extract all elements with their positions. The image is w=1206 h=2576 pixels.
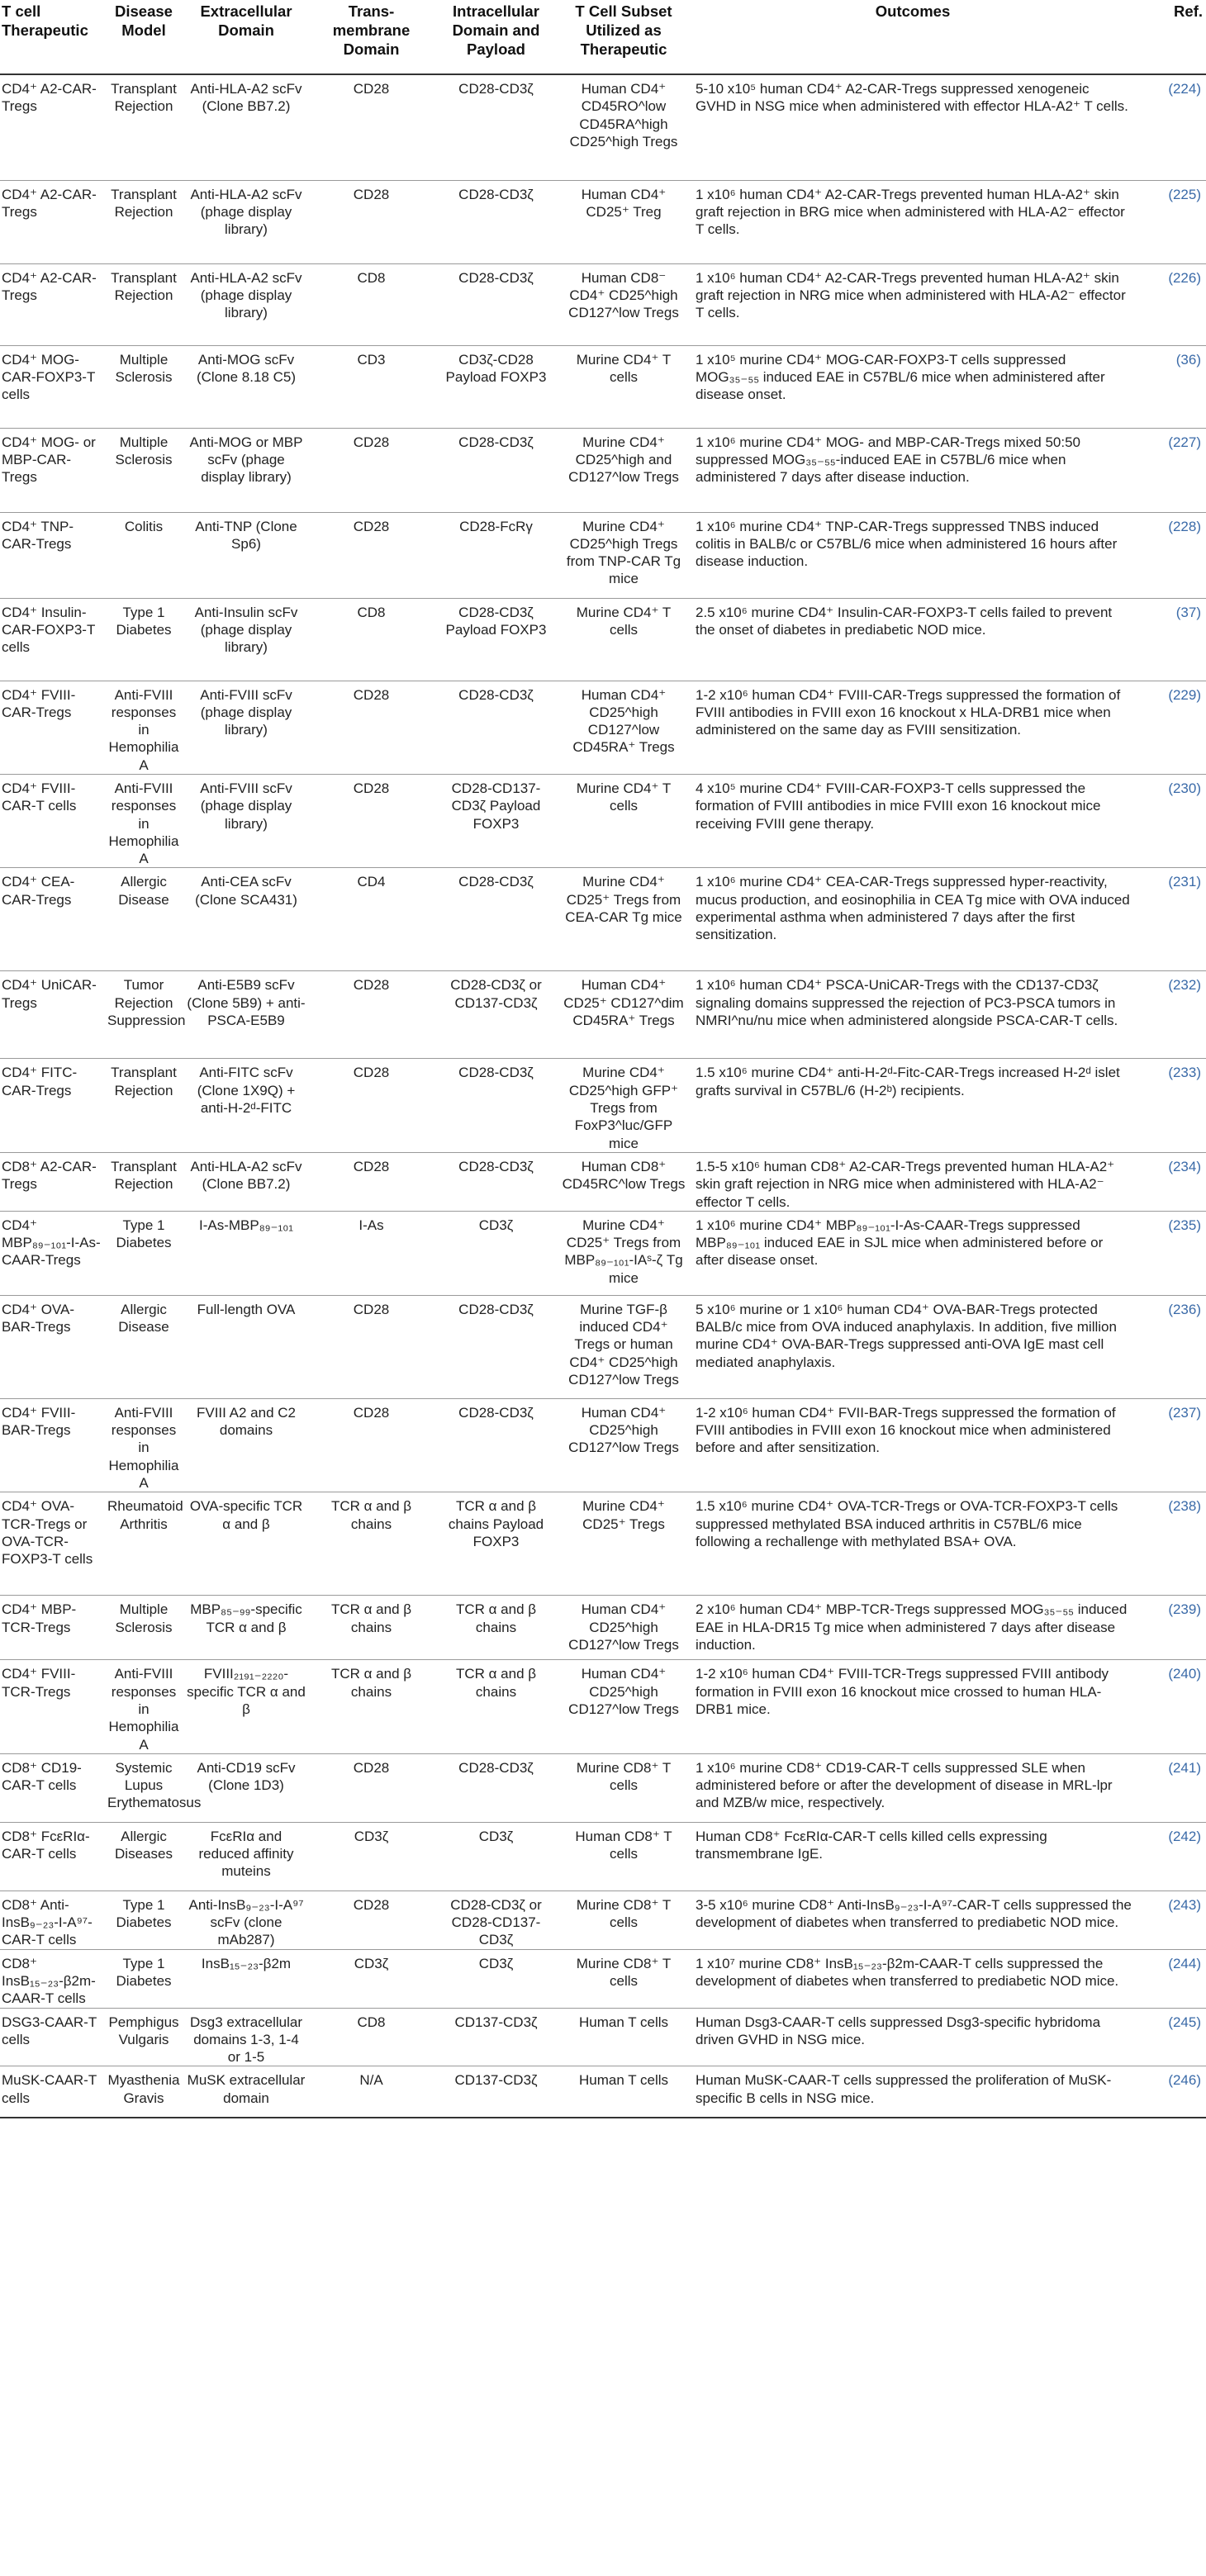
cell-therapeutic: MuSK-CAAR-T cells xyxy=(2,2072,97,2106)
cell-outcomes: 3-5 x10⁶ murine CD8⁺ Anti-InsB₉₋₂₃-I-A⁹⁷-CAR-T cells suppressed the development of diabetes when transferred to prediabetic NOD mice. xyxy=(696,1896,1132,1931)
cell-extracellular: Anti-MOG scFv (Clone 8.18 C5) xyxy=(196,351,296,385)
cell-intracellular: CD28-CD3ζ Payload FOXP3 xyxy=(445,604,547,638)
header-transmembrane-domain: Trans-membrane Domain xyxy=(332,2,411,58)
cell-transmembrane: TCR α and β chains xyxy=(330,1498,412,1532)
cell-ref[interactable]: (246) xyxy=(1168,2072,1201,2089)
cell-disease-model: Allergic Disease xyxy=(118,874,169,908)
cell-therapeutic: CD4⁺ MOG-CAR-FOXP3-T cells xyxy=(2,351,96,403)
cell-ref[interactable]: (234) xyxy=(1168,1158,1201,1174)
cell-therapeutic: CD4⁺ FVIII-CAR-T cells xyxy=(2,780,77,814)
cell-disease-model: Multiple Sclerosis xyxy=(115,1601,173,1635)
cell-therapeutic: CD4⁺ MBP₈₉₋₁₀₁-I-As- CAAR-Tregs xyxy=(2,1217,101,1269)
cell-transmembrane: TCR α and β chains xyxy=(330,1601,412,1635)
table-header xyxy=(0,0,1206,74)
cell-intracellular: CD28-CD3ζ xyxy=(458,874,534,890)
header-ref: Ref. xyxy=(1174,2,1203,20)
cell-extracellular: MBP₈₅₋₉₉-specific TCR α and β xyxy=(190,1601,302,1635)
cell-outcomes: 1.5 x10⁶ murine CD4⁺ anti-H-2ᵈ-Fitc-CAR-Tregs increased H-2ᵈ islet grafts survival in C57BL/6 (H-2ᵇ) recipients. xyxy=(696,1065,1120,1098)
cell-intracellular: CD28-CD3ζ xyxy=(458,186,534,202)
cell-ref[interactable]: (242) xyxy=(1168,1828,1201,1844)
cell-disease-model: Multiple Sclerosis xyxy=(115,434,173,467)
cell-intracellular: CD28-CD3ζ xyxy=(458,1158,534,1174)
cell-intracellular: CD28-CD3ζ or CD137-CD3ζ xyxy=(450,977,542,1011)
cell-transmembrane: CD28 xyxy=(353,780,390,796)
cell-intracellular: CD28-CD3ζ or CD28-CD137-CD3ζ xyxy=(450,1896,542,1948)
cell-therapeutic: CD8⁺ Anti-InsB₉₋₂₃-I-A⁹⁷-CAR-T cells xyxy=(2,1896,93,1948)
cell-therapeutic: CD4⁺ A2-CAR-Tregs xyxy=(2,269,97,303)
cell-t-cell-subset: Murine CD4⁺ CD25⁺ Tregs xyxy=(582,1498,665,1532)
cell-outcomes: 2.5 x10⁶ murine CD4⁺ Insulin-CAR-FOXP3-T cells failed to prevent the onset of diabetes in prediabetic NOD mice. xyxy=(696,604,1113,638)
cell-t-cell-subset: Human CD8⁻ CD4⁺ CD25^high CD127^low Tregs xyxy=(568,269,679,321)
cell-ref[interactable]: (241) xyxy=(1168,1759,1201,1776)
cell-extracellular: Anti-FVIII scFv (phage display library) xyxy=(200,686,292,738)
cell-extracellular: Anti-Insulin scFv (phage display library) xyxy=(194,604,298,656)
cell-outcomes: 5 x10⁶ murine or 1 x10⁶ human CD4⁺ OVA-BAR-Tregs protected BALB/c mice from OVA induced anaphylaxis. In addition, five million murine CD4⁺ OVA-BAR-Tregs suppressed anti-OVA IgE mast cell mediated anaphylaxis. xyxy=(696,1301,1117,1370)
cell-therapeutic: CD4⁺ MOG- or MBP-CAR-Tregs xyxy=(2,434,96,486)
cell-transmembrane: CD4 xyxy=(357,874,386,890)
cell-ref[interactable]: (240) xyxy=(1168,1666,1201,1682)
cell-extracellular: Anti-CD19 scFv (Clone 1D3) xyxy=(197,1759,296,1794)
cell-outcomes: 1-2 x10⁶ human CD4⁺ FVII-BAR-Tregs suppressed the formation of FVIII antibodies in FVIII exon 16 knockout mice when administered before and after sensitization. xyxy=(696,1404,1116,1456)
cell-therapeutic: CD4⁺ FITC-CAR-Tregs xyxy=(2,1065,78,1098)
cell-t-cell-subset: Human CD8⁺ T cells xyxy=(575,1828,672,1862)
cell-disease-model: Anti-FVIII responses in Hemophilia A xyxy=(108,1666,179,1753)
cell-extracellular: Anti-HLA-A2 scFv (phage display library) xyxy=(190,269,302,321)
header-intracellular-domain: Intracellular Domain and Payload xyxy=(452,2,540,58)
cell-therapeutic: CD4⁺ TNP-CAR-Tregs xyxy=(2,518,74,552)
table-row xyxy=(0,1295,1206,1398)
cell-t-cell-subset: Human CD4⁺ CD45RO^low CD45RA^high CD25^high Tregs xyxy=(569,81,678,149)
table-row xyxy=(0,1890,1206,1949)
cell-outcomes: 1 x10⁶ human CD4⁺ PSCA-UniCAR-Tregs with the CD137-CD3ζ signaling domains suppressed the rejection of PC3-PSCA tumors in NMRI^nu/nu mice when administered alongside PSCA-CAR-T cells. xyxy=(696,977,1118,1029)
cell-t-cell-subset: Human CD4⁺ CD25^high CD127^low CD45RA⁺ Tregs xyxy=(572,686,675,756)
cell-extracellular: Anti-TNP (Clone Sp6) xyxy=(195,518,297,552)
cell-transmembrane: CD28 xyxy=(353,1896,390,1913)
cell-ref[interactable]: (243) xyxy=(1168,1896,1201,1913)
cell-outcomes: 1 x10⁶ human CD4⁺ A2-CAR-Tregs prevented human HLA-A2⁺ skin graft rejection in NRG mice when administered with HLA-A2⁻ effector T cells. xyxy=(696,269,1126,321)
cell-outcomes: 1 x10⁷ murine CD8⁺ InsB₁₅₋₂₃-β2m-CAAR-T cells suppressed the development of diabetes when transferred to prediabetic NOD mice. xyxy=(696,1955,1119,1989)
header-disease-model: Disease Model xyxy=(115,2,173,39)
header-extracellular-domain: Extracellular Domain xyxy=(200,2,292,39)
cell-t-cell-subset: Murine CD4⁺ CD25^high GFP⁺ Tregs from FoxP3^luc/GFP mice xyxy=(568,1065,679,1151)
cell-transmembrane: CD28 xyxy=(353,977,390,994)
cell-therapeutic: CD4⁺ FVIII-BAR-Tregs xyxy=(2,1404,76,1439)
cell-intracellular: CD28-CD3ζ xyxy=(458,1301,534,1317)
cell-outcomes: Human MuSK-CAAR-T cells suppressed the proliferation of MuSK-specific B cells in NSG mice. xyxy=(696,2072,1112,2106)
cell-transmembrane: CD28 xyxy=(353,1759,390,1776)
cell-intracellular: CD28-CD3ζ xyxy=(458,81,534,97)
cell-disease-model: Anti-FVIII responses in Hemophilia A xyxy=(108,780,179,867)
cell-extracellular: MuSK extracellular domain xyxy=(187,2072,306,2106)
cell-outcomes: 1 x10⁵ murine CD4⁺ MOG-CAR-FOXP3-T cells suppressed MOG₃₅₋₅₅ induced EAE in C57BL/6 mice when administered after disease onset. xyxy=(696,351,1105,403)
cell-intracellular: CD3ζ xyxy=(478,1828,514,1844)
cell-transmembrane: CD28 xyxy=(353,686,390,703)
table-row xyxy=(0,1596,1206,1660)
cell-disease-model: Allergic Disease xyxy=(118,1301,169,1335)
cell-transmembrane: CD28 xyxy=(353,1065,390,1081)
cell-outcomes: 1 x10⁶ murine CD4⁺ MOG- and MBP-CAR-Tregs mixed 50:50 suppressed MOG₃₅₋₅₅-induced EAE in C57BL/6 mice when administered 7 days after disease induction. xyxy=(696,434,1080,486)
cell-t-cell-subset: Murine TGF-β induced CD4⁺ Tregs or human CD4⁺ CD25^high CD127^low Tregs xyxy=(568,1301,679,1388)
cell-extracellular: FcεRIα and reduced affinity muteins xyxy=(198,1828,294,1880)
cell-extracellular: FVIII₂₁₉₁₋₂₂₂₀-specific TCR α and β xyxy=(187,1666,306,1717)
cell-extracellular: Full-length OVA xyxy=(197,1301,296,1317)
cell-extracellular: Anti-HLA-A2 scFv (phage display library) xyxy=(190,186,302,238)
cell-transmembrane: CD28 xyxy=(353,186,390,202)
cell-ref[interactable]: (36) xyxy=(1175,351,1201,368)
cell-outcomes: 1.5 x10⁶ murine CD4⁺ OVA-TCR-Tregs or OVA-TCR-FOXP3-T cells suppressed methylated BSA induced arthritis in C57BL/6 mice following a rechallenge with methylated BSA+ OVA. xyxy=(696,1498,1118,1549)
cell-t-cell-subset: Human CD4⁺ CD25^high CD127^low Tregs xyxy=(568,1601,679,1653)
cell-disease-model: Anti-FVIII responses in Hemophilia A xyxy=(108,686,179,773)
cell-ref[interactable]: (238) xyxy=(1168,1498,1201,1515)
cell-transmembrane: CD3ζ xyxy=(354,1955,389,1971)
table-row xyxy=(0,971,1206,1059)
cell-outcomes: 1-2 x10⁶ human CD4⁺ FVIII-CAR-Tregs suppressed the formation of FVIII antibodies in FVIII exon 16 knockout x HLA-DRB1 mice when administered on the same day as FVIII sensitization. xyxy=(696,686,1121,738)
table-row xyxy=(0,1949,1206,2008)
cell-transmembrane: CD8 xyxy=(357,604,386,620)
cell-intracellular: CD28-CD3ζ xyxy=(458,269,534,286)
cell-extracellular: Anti-HLA-A2 scFv (Clone BB7.2) xyxy=(190,81,302,115)
cell-intracellular: CD3ζ xyxy=(478,1955,514,1971)
cell-disease-model: Pemphigus Vulgaris xyxy=(108,2014,179,2047)
cell-disease-model: Transplant Rejection xyxy=(111,1158,177,1193)
table-row xyxy=(0,74,1206,180)
cell-extracellular: Anti-HLA-A2 scFv (Clone BB7.2) xyxy=(190,1158,302,1193)
cell-therapeutic: CD8⁺ InsB₁₅₋₂₃-β2m-CAAR-T cells xyxy=(2,1955,96,2007)
cell-intracellular: CD28-CD3ζ xyxy=(458,686,534,703)
cell-t-cell-subset: Murine CD4⁺ CD25⁺ Tregs from MBP₈₉₋₁₀₁-IAˢ-ζ Tg mice xyxy=(564,1217,683,1286)
table-row xyxy=(0,681,1206,774)
cell-t-cell-subset: Murine CD4⁺ CD25^high and CD127^low Tregs xyxy=(568,434,679,486)
table-row xyxy=(0,1152,1206,1211)
table-row xyxy=(0,345,1206,428)
cell-ref[interactable]: (228) xyxy=(1168,518,1201,534)
cell-therapeutic: CD4⁺ Insulin-CAR-FOXP3-T cells xyxy=(2,604,96,656)
cell-outcomes: 5-10 x10⁵ human CD4⁺ A2-CAR-Tregs suppressed xenogeneic GVHD in NSG mice when administered with effector HLA-A2⁺ T cells. xyxy=(696,81,1128,115)
cell-transmembrane: CD8 xyxy=(357,2014,386,2030)
cell-ref[interactable]: (229) xyxy=(1168,686,1201,703)
cell-ref[interactable]: (239) xyxy=(1168,1601,1201,1618)
cell-transmembrane: N/A xyxy=(359,2072,383,2089)
cell-extracellular: Anti-CEA scFv (Clone SCA431) xyxy=(195,874,297,908)
cell-outcomes: 1 x10⁶ murine CD4⁺ TNP-CAR-Tregs suppressed TNBS induced colitis in BALB/c or C57BL/6 mice when administered 16 hours after disease induction. xyxy=(696,518,1118,570)
cell-ref[interactable]: (245) xyxy=(1168,2014,1201,2030)
cell-outcomes: 1.5-5 x10⁶ human CD8⁺ A2-CAR-Tregs prevented human HLA-A2⁺ skin graft rejection in NRG mice when administered with HLA-A2⁻ effector T cells. xyxy=(696,1158,1115,1210)
cell-transmembrane: CD28 xyxy=(353,81,390,97)
cell-t-cell-subset: Human CD4⁺ CD25^high CD127^low Tregs xyxy=(568,1404,679,1456)
cell-t-cell-subset: Human T cells xyxy=(578,2072,669,2089)
cell-therapeutic: CD4⁺ FVIII-TCR-Tregs xyxy=(2,1666,76,1700)
cell-t-cell-subset: Murine CD8⁺ T cells xyxy=(576,1759,672,1794)
cell-t-cell-subset: Human CD4⁺ CD25⁺ CD127^dim CD45RA⁺ Tregs xyxy=(563,977,684,1029)
cell-ref[interactable]: (226) xyxy=(1168,269,1201,286)
cell-disease-model: Allergic Diseases xyxy=(115,1828,173,1862)
cell-intracellular: CD28-CD3ζ xyxy=(458,1404,534,1421)
cell-extracellular: FVIII A2 and C2 domains xyxy=(196,1404,296,1439)
cell-therapeutic: CD4⁺ MBP-TCR-Tregs xyxy=(2,1601,77,1635)
cell-t-cell-subset: Murine CD4⁺ T cells xyxy=(576,351,672,385)
table-row xyxy=(0,263,1206,345)
cell-ref[interactable]: (227) xyxy=(1168,434,1201,450)
table-row xyxy=(0,428,1206,512)
cell-transmembrane: CD28 xyxy=(353,1158,390,1174)
table-row xyxy=(0,180,1206,263)
cell-t-cell-subset: Murine CD8⁺ T cells xyxy=(576,1896,672,1931)
table-row xyxy=(0,598,1206,681)
cell-disease-model: Transplant Rejection xyxy=(111,81,177,115)
cell-therapeutic: CD4⁺ CEA-CAR-Tregs xyxy=(2,874,75,908)
table-row xyxy=(0,2008,1206,2066)
cell-extracellular: InsB₁₅₋₂₃-β2m xyxy=(201,1955,292,1971)
cell-transmembrane: CD8 xyxy=(357,269,386,286)
cell-ref[interactable]: (37) xyxy=(1175,604,1201,620)
cell-disease-model: Transplant Rejection xyxy=(111,269,177,303)
cell-intracellular: TCR α and β chains xyxy=(455,1666,537,1700)
table-row xyxy=(0,1211,1206,1295)
cell-therapeutic: CD8⁺ FcεRIα-CAR-T cells xyxy=(2,1828,90,1862)
cell-therapeutic: CD4⁺ OVA-TCR-Tregs or OVA-TCR-FOXP3-T cells xyxy=(2,1498,93,1568)
table-row xyxy=(0,2066,1206,2118)
cell-t-cell-subset: Human T cells xyxy=(578,2014,669,2030)
cell-therapeutic: DSG3-CAAR-T cells xyxy=(2,2014,97,2047)
cell-therapeutic: CD4⁺ A2-CAR-Tregs xyxy=(2,81,97,115)
cell-extracellular: Anti-FVIII scFv (phage display library) xyxy=(200,780,292,832)
cell-transmembrane: TCR α and β chains xyxy=(330,1666,412,1700)
cell-t-cell-subset: Human CD4⁺ CD25⁺ Treg xyxy=(581,186,667,220)
cell-outcomes: 1 x10⁶ murine CD8⁺ CD19-CAR-T cells suppressed SLE when administered before or after the development of disease in MRL-lpr and MZB/w mice, respectively. xyxy=(696,1759,1113,1811)
cell-extracellular: Anti-FITC scFv (Clone 1X9Q) + anti-H-2ᵈ-FITC xyxy=(197,1065,296,1117)
header-row xyxy=(0,0,1206,74)
cell-disease-model: Anti-FVIII responses in Hemophilia A xyxy=(108,1404,179,1492)
header-t-cell-subset: T Cell Subset Utilized as Therapeutic xyxy=(575,2,672,58)
cell-intracellular: CD137-CD3ζ xyxy=(454,2072,538,2089)
cell-intracellular: CD3ζ-CD28 Payload FOXP3 xyxy=(445,351,547,385)
table-row xyxy=(0,868,1206,971)
cell-intracellular: TCR α and β chains Payload FOXP3 xyxy=(448,1498,544,1549)
cell-outcomes: 1 x10⁶ murine CD4⁺ MBP₈₉₋₁₀₁-I-As-CAAR-Tregs suppressed MBP₈₉₋₁₀₁ induced EAE in SJL mice when administered before or after disease onset. xyxy=(696,1217,1104,1269)
table-row xyxy=(0,512,1206,598)
cell-disease-model: Myasthenia Gravis xyxy=(107,2072,180,2106)
cell-intracellular: CD137-CD3ζ xyxy=(454,2014,538,2030)
cell-t-cell-subset: Murine CD4⁺ CD25^high Tregs from TNP-CAR Tg mice xyxy=(566,518,681,587)
cell-ref[interactable]: (232) xyxy=(1168,977,1201,994)
cell-extracellular: Anti-MOG or MBP scFv (phage display library) xyxy=(189,434,303,486)
cell-therapeutic: CD4⁺ UniCAR-Tregs xyxy=(2,977,97,1011)
cell-transmembrane: I-As xyxy=(358,1217,384,1233)
cell-intracellular: CD28-CD137-CD3ζ Payload FOXP3 xyxy=(451,780,541,832)
cell-intracellular: CD28-CD3ζ xyxy=(458,434,534,450)
cell-extracellular: OVA-specific TCR α and β xyxy=(189,1498,303,1532)
cell-extracellular: I-As-MBP₈₉₋₁₀₁ xyxy=(198,1217,293,1233)
cell-t-cell-subset: Murine CD8⁺ T cells xyxy=(576,1955,672,1989)
cell-transmembrane: CD28 xyxy=(353,1404,390,1421)
cell-outcomes: Human Dsg3-CAAR-T cells suppressed Dsg3-specific hybridoma driven GVHD in NSG mice. xyxy=(696,2014,1101,2047)
cell-therapeutic: CD4⁺ FVIII-CAR-Tregs xyxy=(2,686,76,720)
table-row xyxy=(0,1660,1206,1753)
table-row xyxy=(0,1492,1206,1596)
cell-intracellular: CD28-CD3ζ xyxy=(458,1759,534,1776)
table-row xyxy=(0,774,1206,867)
cell-ref[interactable]: (236) xyxy=(1168,1301,1201,1317)
cell-outcomes: Human CD8⁺ FcεRIα-CAR-T cells killed cells expressing transmembrane IgE. xyxy=(696,1828,1047,1862)
cell-intracellular: CD3ζ xyxy=(478,1217,514,1233)
cell-t-cell-subset: Murine CD4⁺ T cells xyxy=(576,604,672,638)
cell-outcomes: 1 x10⁶ human CD4⁺ A2-CAR-Tregs prevented human HLA-A2⁺ skin graft rejection in BRG mice when administered with HLA-A2⁻ effector T cells. xyxy=(696,186,1125,238)
cell-disease-model: Type 1 Diabetes xyxy=(116,1217,172,1251)
cell-disease-model: Systemic Lupus Erythematosus xyxy=(107,1759,202,1811)
cell-outcomes: 4 x10⁵ murine CD4⁺ FVIII-CAR-FOXP3-T cells suppressed the formation of FVIII antibodies in mice FVIII exon 16 knockout mice receiving FVIII gene therapy. xyxy=(696,780,1101,832)
cell-transmembrane: CD28 xyxy=(353,1301,390,1317)
cell-disease-model: Transplant Rejection xyxy=(111,1065,177,1098)
cell-therapeutic: CD8⁺ A2-CAR-Tregs xyxy=(2,1158,97,1193)
cell-disease-model: Multiple Sclerosis xyxy=(115,351,173,385)
cell-transmembrane: CD28 xyxy=(353,518,390,534)
header-outcomes: Outcomes xyxy=(875,2,951,20)
cell-outcomes: 1 x10⁶ murine CD4⁺ CEA-CAR-Tregs suppressed hyper-reactivity, mucus production, and eosinophilia in CEA Tg mice with OVA induced experimental asthma when administered 7 days after the first sensitization. xyxy=(696,874,1130,943)
cell-t-cell-subset: Human CD4⁺ CD25^high CD127^low Tregs xyxy=(568,1666,679,1717)
cell-disease-model: Tumor Rejection Suppression xyxy=(107,977,186,1029)
cell-outcomes: 1-2 x10⁶ human CD4⁺ FVIII-TCR-Tregs suppressed FVIII antibody formation in FVIII exon 16 knockout mice crossed to human HLA-DRB1 mice. xyxy=(696,1666,1109,1717)
cell-ref[interactable]: (237) xyxy=(1168,1404,1201,1421)
cell-disease-model: Transplant Rejection xyxy=(111,186,177,220)
cell-transmembrane: CD3ζ xyxy=(354,1828,389,1844)
cell-ref[interactable]: (231) xyxy=(1168,874,1201,890)
table-row xyxy=(0,1822,1206,1890)
table-body xyxy=(0,74,1206,2118)
cell-transmembrane: CD28 xyxy=(353,434,390,450)
cell-therapeutic: CD8⁺ CD19-CAR-T cells xyxy=(2,1759,82,1794)
cell-extracellular: Anti-E5B9 scFv (Clone 5B9) + anti-PSCA-E5B9 xyxy=(187,977,306,1029)
cell-disease-model: Colitis xyxy=(124,518,164,534)
cell-outcomes: 2 x10⁶ human CD4⁺ MBP-TCR-Tregs suppressed MOG₃₅₋₅₅ induced EAE in HLA-DR15 Tg mice when administered 7 days after disease induction. xyxy=(696,1601,1128,1653)
table-row xyxy=(0,1753,1206,1822)
cell-t-cell-subset: Murine CD4⁺ T cells xyxy=(576,780,672,814)
cell-extracellular: Dsg3 extracellular domains 1-3, 1-4 or 1-5 xyxy=(189,2014,303,2066)
cell-therapeutic: CD4⁺ OVA-BAR-Tregs xyxy=(2,1301,75,1335)
cell-disease-model: Rheumatoid Arthritis xyxy=(107,1498,183,1532)
cell-ref[interactable]: (230) xyxy=(1168,780,1201,796)
cell-extracellular: Anti-InsB₉₋₂₃-I-A⁹⁷ scFv (clone mAb287) xyxy=(188,1896,304,1948)
cell-ref[interactable]: (233) xyxy=(1168,1065,1201,1081)
cell-ref[interactable]: (225) xyxy=(1168,186,1201,202)
table-row xyxy=(0,1059,1206,1152)
cell-ref[interactable]: (244) xyxy=(1168,1955,1201,1971)
table-row xyxy=(0,1398,1206,1492)
cell-t-cell-subset: Human CD8⁺ CD45RC^low Tregs xyxy=(562,1158,686,1193)
cell-disease-model: Type 1 Diabetes xyxy=(116,1896,172,1931)
cell-ref[interactable]: (235) xyxy=(1168,1217,1201,1233)
cell-intracellular: CD28-FcRγ xyxy=(459,518,533,534)
cell-disease-model: Type 1 Diabetes xyxy=(116,1955,172,1989)
header-therapeutic: T cell Therapeutic xyxy=(2,2,88,39)
cell-therapeutic: CD4⁺ A2-CAR-Tregs xyxy=(2,186,97,220)
cell-transmembrane: CD3 xyxy=(357,351,386,368)
cell-disease-model: Type 1 Diabetes xyxy=(116,604,172,638)
cell-intracellular: TCR α and β chains xyxy=(455,1601,537,1635)
cell-intracellular: CD28-CD3ζ xyxy=(458,1065,534,1081)
cell-ref[interactable]: (224) xyxy=(1168,81,1201,97)
cell-t-cell-subset: Murine CD4⁺ CD25⁺ Tregs from CEA-CAR Tg mice xyxy=(565,874,682,926)
